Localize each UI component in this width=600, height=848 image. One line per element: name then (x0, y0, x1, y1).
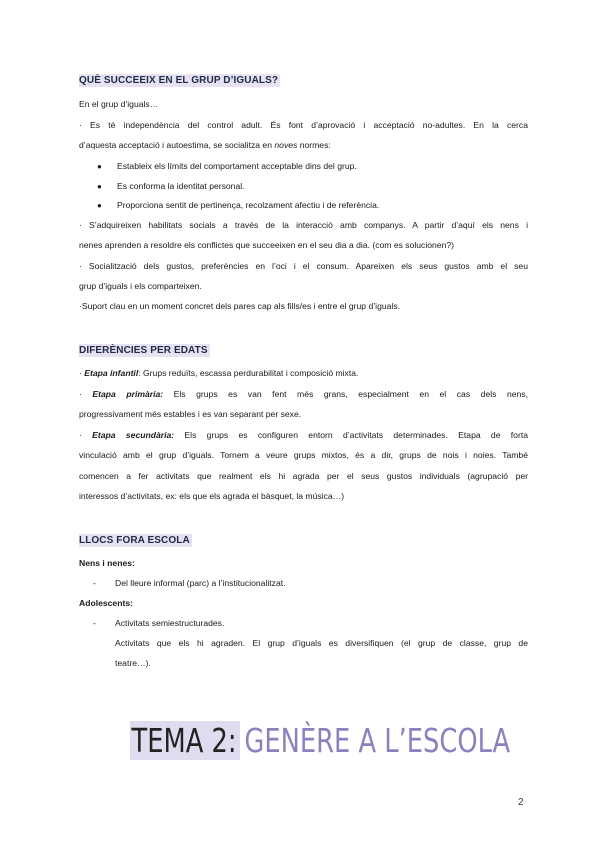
stage-label-primaria: Etapa primària: (92, 389, 164, 399)
bullet-icon: ● (97, 201, 102, 210)
section-heading-llocs-fora-escola: LLOCS FORA ESCOLA (79, 535, 190, 546)
paragraph-line: d’aquesta acceptació i autoestima, se socialitza en noves normes: (79, 140, 331, 150)
bullet-icon: ● (97, 162, 102, 171)
paragraph-line: · Etapa primària: Els grups es van fent més grans, especialment en el cas dels nens, (79, 389, 528, 399)
bullet-icon: ● (97, 182, 102, 191)
paragraph-line: ·Suport clau en un moment concret dels pares cap als fills/es i entre el grup d’iguals. (79, 301, 400, 311)
subheading-adolescents: Adolescents: (79, 598, 133, 608)
chapter-label: TEMA 2: (130, 721, 240, 760)
dash-item: - Activitats semiestructurades. (93, 618, 225, 628)
bullet-item: ● Es conforma la identitat personal. (97, 181, 245, 191)
stage-label-infantil: Etapa infantil (84, 368, 139, 378)
emphasis-noves: noves (274, 140, 298, 150)
stage-label-secundaria: Etapa secundària: (92, 430, 175, 440)
section-heading-diferencies-edats: DIFERÈNCIES PER EDATS (79, 345, 208, 356)
chapter-banner (130, 719, 510, 763)
section-heading-grup-iguals: QUÈ SUCCEEIX EN EL GRUP D’IGUALS? (79, 75, 279, 86)
paragraph-line: · Etapa infantil: Grups reduïts, escassa perdurabilitat i composició mixta. (79, 368, 359, 378)
paragraph-line: interessos d’activitats, ex: els que els agrada el bàsquet, la música…) (79, 491, 345, 501)
paragraph-line: vinculació amb el grup d’iguals. Tornem a veure grups mixtos, és a dir, grups de nois i noies. També (79, 450, 528, 460)
bullet-item: ● Estableix els límits del comportament acceptable dins del grup. (97, 161, 357, 171)
paragraph-line: · S’adquireixen habilitats socials a través de la interacció amb companys. A partir d’aquí els nens i (79, 220, 528, 230)
indented-line: Activitats que els hi agraden. El grup d’iguals es diversifiquen (el grup de classe, grup de (115, 638, 528, 648)
paragraph-line: · Socialització dels gustos, preferències en l’oci i el consum. Apareixen els seus gustos amb el seu (79, 261, 528, 271)
paragraph-line: · Etapa secundària: Els grups es configuren entorn d’activitats determinades. Etapa de forta (79, 430, 528, 440)
paragraph-line: comencen a fer activitats que realment els hi agrada per el seus gustos individuals (agrupació per (79, 471, 528, 481)
indented-line: teatre…). (115, 658, 151, 668)
paragraph-line: · Es té independència del control adult. És font d’aprovació i acceptació no-adultes. En la cerca (79, 120, 528, 130)
paragraph-line: nenes aprenden a resoldre els conflictes que succeeixen en el seu dia a dia. (com es solucionen?) (79, 240, 455, 250)
paragraph-line: grup d’iguals i els comparteixen. (79, 281, 202, 291)
dash-item: - Del lleure informal (parc) a l’institucionalitzat. (93, 578, 286, 588)
paragraph-line: progressivament més estables i es van separant per sexe. (79, 409, 302, 419)
chapter-title: GENÈRE A L’ESCOLA (244, 721, 511, 760)
bullet-item: ● Proporciona sentit de pertinença, recolzament afectiu i de referència. (97, 200, 380, 210)
page-number: 2 (518, 797, 524, 808)
subheading-nens-nenes: Nens i nenes: (79, 558, 135, 568)
intro-text: En el grup d’iguals… (79, 99, 159, 109)
